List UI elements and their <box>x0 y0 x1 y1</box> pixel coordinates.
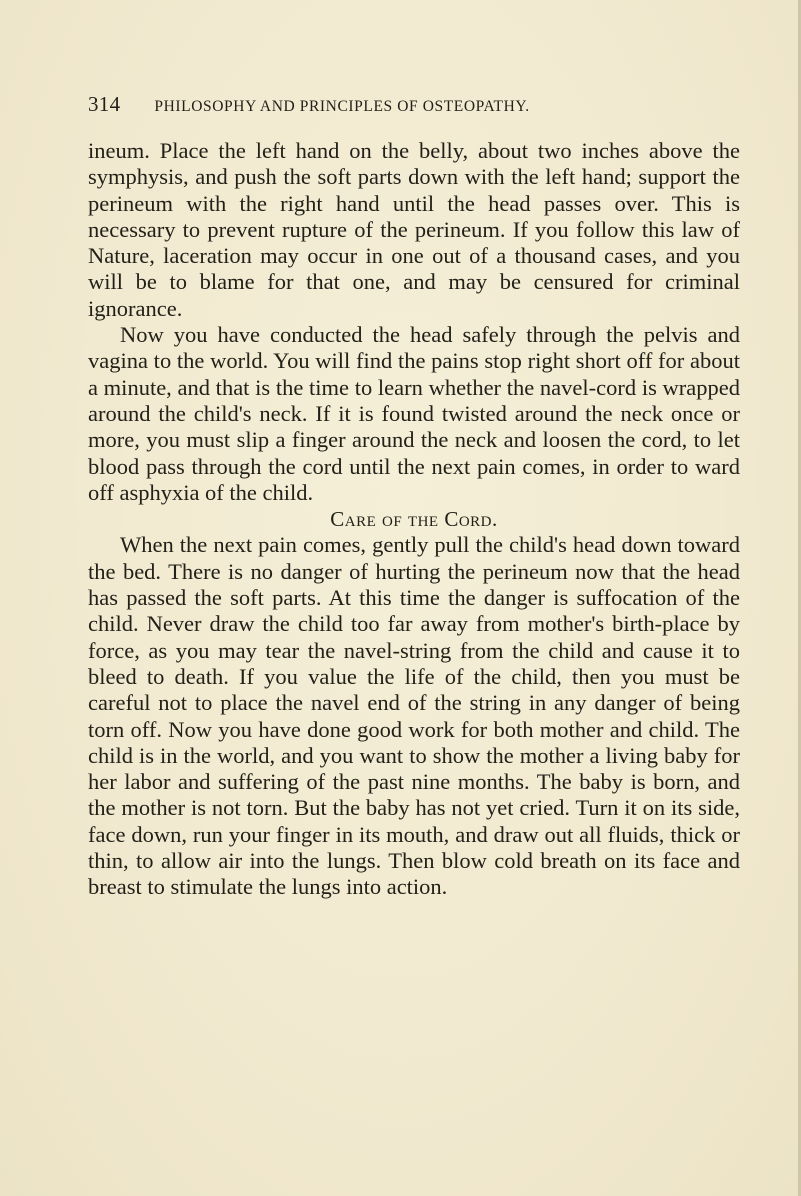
paragraph: ineum. Place the left hand on the belly, about two inches above the symphysis, and push the soft parts down with the left hand; support the perineum with the right hand until the head passes over. This is necessary to prevent rupture of the perineum. If you follow this law of Nature, laceration may occur in one out of a thousand cases, and you will be to blame for that one, and may be censured for criminal ignorance. <box>88 138 740 321</box>
running-header <box>88 92 728 118</box>
section-heading: Care of the Cord. <box>330 507 498 532</box>
page-number: 314 <box>88 92 121 116</box>
paragraph: When the next pain comes, gently pull the child's head down toward the bed. There is no danger of hurting the perineum now that the head has passed the soft parts. At this time the danger is suffocation of the child. Never draw the child too far away from mother's birth-place by force, as you may tear the navel-string from the child and cause it to bleed to death. If you value the life of the child, then you must be careful not to place the navel end of the string in any danger of being torn off. Now you have done good work for both mother and child. The child is in the world, and you want to show the mother a living baby for her labor and suffering of the past nine months. The baby is born, and the mother is not torn. But the baby has not yet cried. Turn it on its side, face down, run your finger in its mouth, and draw out all fluids, thick or thin, to allow air into the lungs. Then blow cold breath on its face and breast to stimulate the lungs into action. <box>88 532 740 900</box>
running-title: PHILOSOPHY AND PRINCIPLES OF OSTEOPATHY. <box>154 98 530 115</box>
body-text <box>88 138 740 901</box>
paragraph: Now you have conducted the head safely through the pelvis and vagina to the world. You will find the pains stop right short off for about a minute, and that is the time to learn whether the navel-cord is wrapped around the child's neck. If it is found twisted around the neck once or more, you must slip a finger around the neck and loosen the cord, to let blood pass through the cord until the next pain comes, in order to ward off asphyxia of the child. <box>88 322 740 505</box>
